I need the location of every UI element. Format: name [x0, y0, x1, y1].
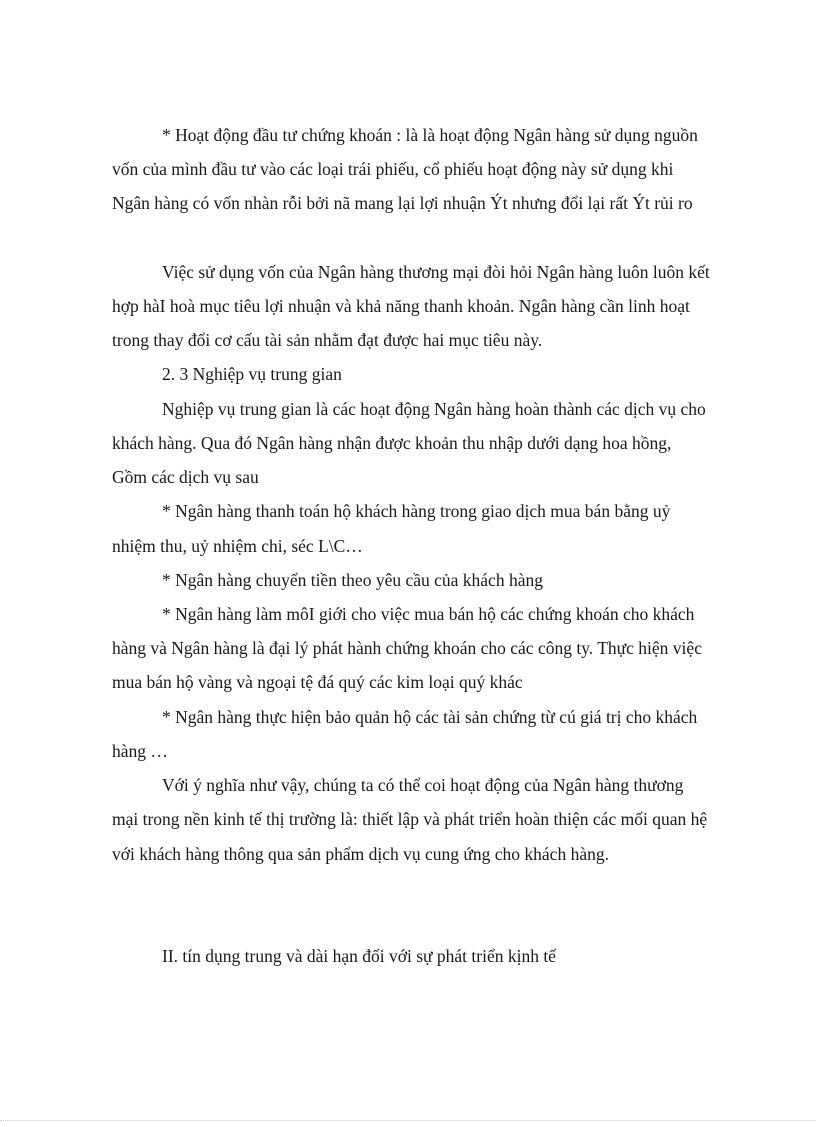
list-item: * Ngân hàng làm môI giới cho việc mua bán hộ các chứng khoán cho khách	[162, 604, 695, 624]
paragraph-line: Với ý nghĩa như vậy, chúng ta có thể coi hoạt động của Ngân hàng thương	[162, 775, 684, 795]
list-item: * Ngân hàng chuyển tiền theo yêu cầu của khách hàng	[162, 570, 543, 590]
paragraph-line: hàng và Ngân hàng là đại lý phát hành chứng khoán cho các công ty. Thực hiện việc	[112, 638, 702, 658]
section-heading: 2. 3 Nghiệp vụ trung gian	[162, 364, 342, 384]
chapter-heading: II. tín dụng trung và dài hạn đối với sự phát triển kịnh tế	[162, 946, 556, 966]
paragraph-line: khách hàng. Qua đó Ngân hàng nhận được khoản thu nhập dưới dạng hoa hồng,	[112, 433, 672, 453]
paragraph-line: Việc sử dụng vốn của Ngân hàng thương mại đòi hỏi Ngân hàng luôn luôn kết	[162, 262, 710, 282]
paragraph-line: vốn của mình đầu tư vào các loại trái phiếu, cổ phiếu hoạt động này sử dụng khi	[112, 159, 674, 179]
paragraph-line: trong thay đổi cơ cấu tài sản nhằm đạt được hai mục tiêu này.	[112, 330, 543, 350]
paragraph-line: mua bán hộ vàng và ngoại tệ đá quý các kim loại quý khác	[112, 672, 523, 692]
list-item: * Ngân hàng thực hiện bảo quản hộ các tài sản chứng từ cú giá trị cho khách	[162, 707, 698, 727]
paragraph-line: nhiệm thu, uỷ nhiệm chi, séc L\C…	[112, 536, 363, 556]
paragraph-line: hàng …	[112, 741, 168, 761]
paragraph-line: Ngân hàng có vốn nhàn rỗi bởi nã mang lại lợi nhuận Ýt nhưng đổi lại rất Ýt rủi ro	[112, 193, 693, 213]
paragraph-line: Gồm các dịch vụ sau	[112, 467, 259, 487]
paragraph-line: * Hoạt động đầu tư chứng khoán : là là hoạt động Ngân hàng sử dụng nguồn	[162, 125, 698, 145]
paragraph-line: với khách hàng thông qua sản phẩm dịch vụ cung ứng cho khách hàng.	[112, 844, 609, 864]
list-item: * Ngân hàng thanh toán hộ khách hàng trong giao dịch mua bán bằng uỷ	[162, 501, 671, 521]
paragraph-line: hợp hàI hoà mục tiêu lợi nhuận và khả năng thanh khoản. Ngân hàng cần linh hoạt	[112, 296, 690, 316]
paragraph-line: Nghiệp vụ trung gian là các hoạt động Ngân hàng hoàn thành các dịch vụ cho	[162, 399, 706, 419]
paragraph-line: mại trong nền kinh tế thị trường là: thiết lập và phát triển hoàn thiện các mối quan hệ	[112, 809, 708, 829]
page-bottom-border	[0, 1120, 816, 1121]
